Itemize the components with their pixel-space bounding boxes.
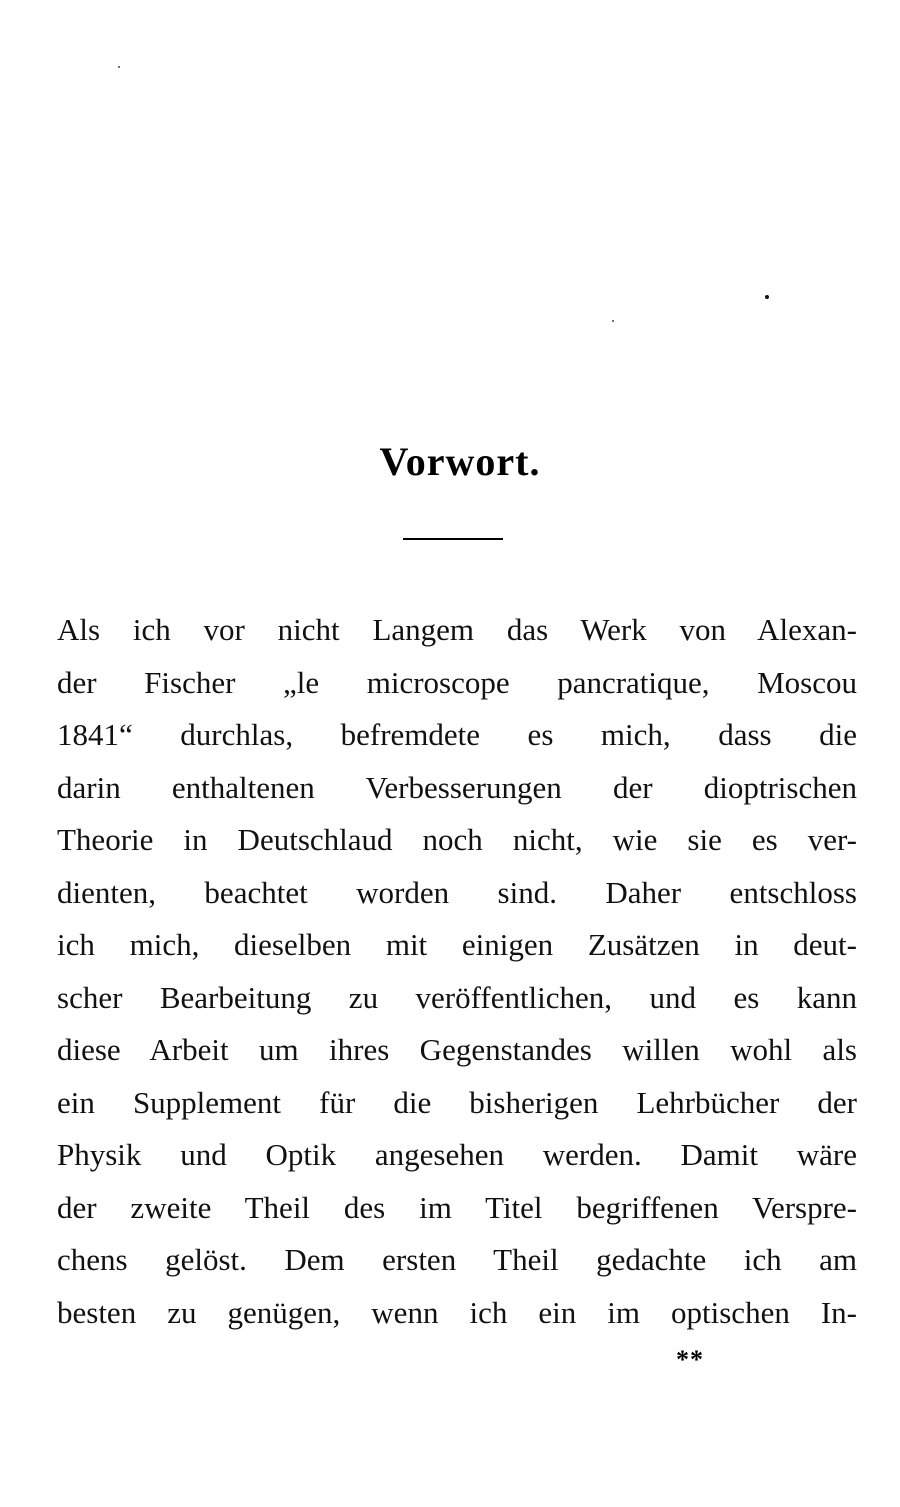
text-line: Theorie in Deutschlaud noch nicht, wie sie es ver- [57, 822, 857, 857]
text-line: ich mich, dieselben mit einigen Zusätzen in deut- [57, 927, 857, 962]
text-line: diese Arbeit um ihres Gegenstandes willen wohl als [57, 1032, 857, 1067]
text-line: darin enthaltenen Verbesserungen der dioptrischen [57, 769, 857, 805]
text-line: ein Supplement für die bisherigen Lehrbücher der [57, 1084, 857, 1120]
scan-speck [118, 66, 120, 68]
text-line: der Fischer „le microscope pancratique, Moscou [57, 664, 857, 700]
text-line: der zweite Theil des im Titel begriffenen Verspre- [57, 1189, 857, 1225]
text-line: 1841“ durchlas, befremdete es mich, dass die [57, 717, 857, 752]
text-line: scher Bearbeitung zu veröffentlichen, und es kann [57, 979, 857, 1015]
text-line: dienten, beachtet worden sind. Daher entschloss [57, 874, 857, 910]
text-line: Physik und Optik angesehen werden. Damit wäre [57, 1137, 857, 1172]
text-line: chens gelöst. Dem ersten Theil gedachte ich am [57, 1242, 857, 1277]
text-line: Als ich vor nicht Langem das Werk von Alexan- [57, 612, 857, 647]
body-paragraph [57, 604, 857, 1339]
page-title: Vorwort. [379, 439, 541, 484]
scan-speck [612, 320, 614, 322]
signature-mark: ** [676, 1345, 704, 1374]
text-line: besten zu genügen, wenn ich ein im optischen In- [57, 1294, 857, 1330]
title-divider [403, 538, 503, 540]
scan-speck [765, 295, 769, 299]
